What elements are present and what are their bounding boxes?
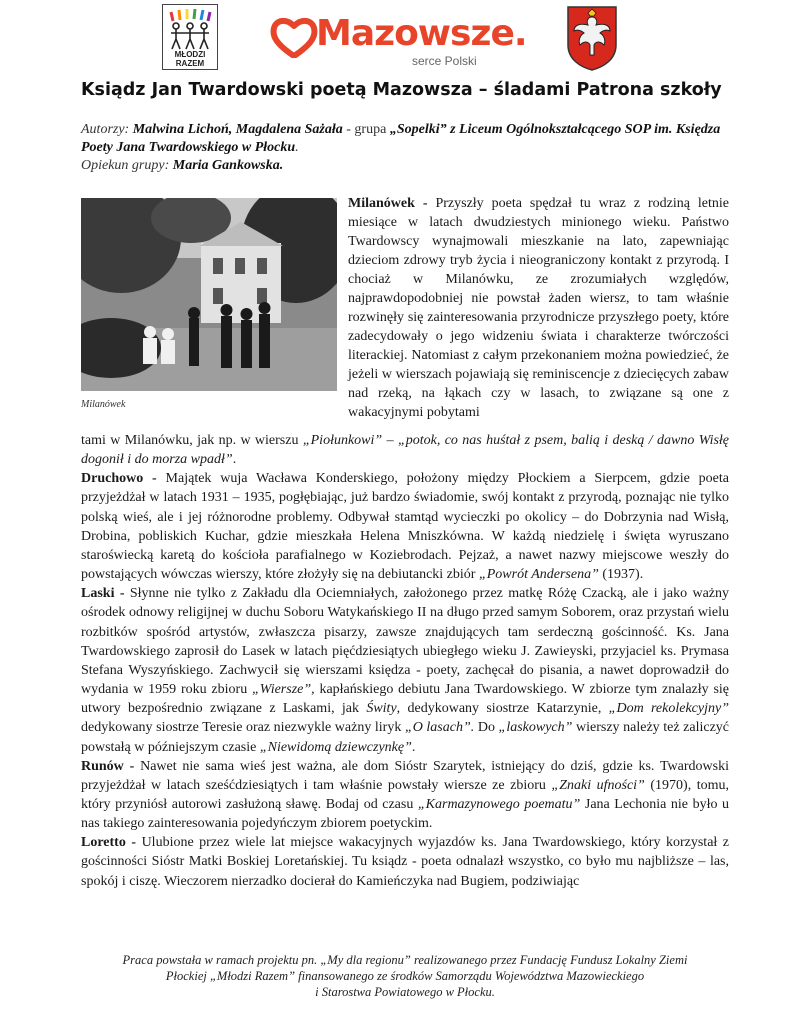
milanowek-cont-text: tami w Milanówku, jak np. w wierszu <box>81 433 299 448</box>
laski-text-3: , dedykowany siostrze Katarzynie, <box>396 701 609 717</box>
section-heading-laski: Laski - <box>81 586 125 602</box>
runow-text-3: Jana Lechonia nie było u nas takiego zainteresowania pojedyńczym zbiorem poetyckim. <box>81 796 729 832</box>
authors-names: Malwina Lichoń, Magdalena Sażała <box>132 122 343 137</box>
authors-label: Autorzy: <box>81 122 130 137</box>
druchowo-work-title: „Powrót Andersena” <box>478 567 599 583</box>
laski-work-3: „Dom rekolekcyjny” <box>608 701 729 717</box>
laski-work-6: „Niewidomą dziewczynkę” <box>259 739 412 755</box>
footer-line-3: i Starostwa Powiatowego w Płocku. <box>315 985 495 999</box>
supervisor-label: Opiekun grupy: <box>81 158 170 173</box>
laski-work-5: „laskowych” <box>498 720 573 736</box>
logo-text-line1: MŁODZI <box>174 50 206 59</box>
authors-block <box>81 121 721 175</box>
page-header <box>0 0 788 78</box>
druchowo-paragraph <box>81 469 729 584</box>
laski-text-1: Słynne nie tylko z Zakładu dla Ociemniałych, założonego przez matkę Różę Czacką, ale i jako ważny ośrodek odnowy religijnej w duchu Soboru Watykańskiego II na długo przed samym Soborem, oraz przystań wielu rozbitków spośród artystów, zwłaszcza pisarzy, zawsze znajdujących tam serdeczną gościnność. Ks. Jana Twardowskiego zaprosił do Lasek w latach pięćdziesiątych ubiegłego wieku J. Zawieyski, przyjaciel ks. Prymasa Stefana Wyszyńskiego. Zachwycił się wierszami księdza - poety, zachęcał do pisania, a nawet doprowadził do wydania w 1959 roku zbioru <box>81 586 730 698</box>
laski-work-2: Świty <box>366 701 397 717</box>
article-body <box>81 431 729 891</box>
authors-period: . <box>295 140 299 155</box>
photo-caption: Milanówek <box>81 399 126 410</box>
laski-text-5: Do <box>474 720 499 736</box>
milanowek-dash: – <box>382 433 398 448</box>
laski-work-4: „O lasach”. <box>404 720 475 736</box>
runow-work-1: „Znaki ufności” <box>551 777 645 793</box>
rainbow-arc-icon <box>167 8 213 22</box>
loretto-text: Ulubione przez wiele lat miejsce wakacyjnych wyjazdów ks. Jana Twardowskiego, który korzystał z gościnności Sióstr Matki Boskiej Loretańskiej. Tu ksiądz - poeta odnalazł wszystko, co było mu najbliższe – las, spokój i ciszę. Wieczorem nierzadko docierał do Kamieńczyka nad Bugiem, podziwiając <box>81 835 730 889</box>
milanowek-quote: „potok, co nas huśtał z psem, balią i deską / dawno Wisłę dogonił i do morza wpadł” <box>81 433 730 468</box>
supervisor-name: Maria Gankowska. <box>172 158 284 173</box>
section-heading-milanowek: Milanówek - <box>348 196 428 211</box>
footer-line-2: Płockiej „Młodzi Razem” finansowanego ze środków Samorządu Województwa Mazowieckiego <box>165 969 645 983</box>
mlodzi-razem-logo <box>162 4 218 70</box>
laski-text-6: wierszy należy też zaliczyć powstałą w późniejszym czasie <box>81 720 729 755</box>
druchowo-text: Majątek wuja Wacława Konderskiego, położony między Płockiem a Sierpcem, gdzie poeta przyjeżdżał w latach 1931 – 1935, pogłębiając, już bardzo świadomie, swój kontakt z przyrodą, poznając nie tylko polską wieś, ale i jej różnorodne problemy. Odbywał stamtąd wycieczki po okolicy – do Dobrzynia nad Wisłą, Drobina, pobliskich Kuchar, gdzie mieszkała Helena Mniszkówna. W każdą niedzielę i święta wyruszano staroświecką karetą do kościoła parafialnego w Koziebrodach. Pejzaż, a nawet nazwy miejscowe weszły do powstających wówczas wierszy, które złożyły się na debiutancki zbiór <box>81 471 730 583</box>
milanowek-continuation <box>81 431 729 469</box>
mazowsze-wordmark: Mazowsze. <box>316 13 527 54</box>
mazowsze-logo <box>270 10 527 70</box>
section-heading-loretto: Loretto - <box>81 835 137 851</box>
runow-text-1: Nawet nie sama wieś jest ważna, ale dom Sióstr Szarytek, istniejący do dziś, gdzie ks. Twardowski przyjeżdżał w latach sześćdziesiątych i tam właśnie powstały wiersze ze zbioru <box>81 758 729 793</box>
section-heading-druchowo: Druchowo - <box>81 471 157 487</box>
eagle-crest-icon <box>566 5 618 71</box>
logo-text-line2: RAZEM <box>175 59 205 68</box>
people-figures-icon <box>168 21 212 51</box>
mazowsze-tagline: serce Polski <box>412 54 477 68</box>
page-title: Ksiądz Jan Twardowski poetą Mazowsza – śladami Patrona szkoły <box>81 80 722 100</box>
milanowek-photo <box>81 198 337 391</box>
milanowek-end: . <box>232 452 237 468</box>
laski-text-4: dedykowany siostrze Teresie oraz niezwykle ważny liryk <box>81 720 405 736</box>
runow-work-2: „Karmazynowego poematu” <box>417 796 581 812</box>
section-heading-runow: Runów - <box>81 758 135 774</box>
heart-icon <box>270 16 318 58</box>
milanowek-column-text <box>348 194 729 422</box>
runow-text-2: (1970), tomu, który przyniósł autorowi zasłużoną sławę. Bodaj od czasu <box>81 777 730 812</box>
page-footer <box>81 952 729 1000</box>
footer-line-1: Praca powstała w ramach projektu pn. „My dla regionu” realizowanego przez Fundację Fundusz Lokalny Ziemi <box>122 953 688 967</box>
laski-work-1: „Wiersze”, <box>252 682 315 698</box>
group-prefix: - grupa <box>346 122 387 137</box>
group-name: „Sopelki” z Liceum Ogólnokształcącego SOP im. Księdza Poety Jana Twardowskiego w Płocku <box>81 122 721 155</box>
milanowek-poem-title: „Piołunkowi” <box>302 433 383 448</box>
laski-end: . <box>411 739 416 755</box>
laski-paragraph <box>81 584 729 756</box>
laski-text-2: kapłańskiego debiutu Jana Twardowskiego. W zbiorze tym znalazły się utwory bezpośrednio związane z Laskami, jak <box>81 682 729 717</box>
loretto-paragraph <box>81 833 729 890</box>
runow-paragraph <box>81 757 729 834</box>
druchowo-end: (1937). <box>598 567 644 583</box>
milanowek-text: Przyszły poeta spędzał tu wraz z rodziną letnie miesiące w latach dwudziestych minionego wieku. Państwo Twardowscy wynajmowali mieszkanie na lato, zapewniając dzieciom zdrowy tryb życia i nieograniczony kontakt z przyrodą. I chociaż w Milanówku, ze zrozumiałych względów, najprawdopodobniej nie powstał żaden wiersz, to tam właśnie rozwinęły się zainteresowania przyrodnicze przyszłego poety, które zadecydowały o jego widzeniu świata i charakterze twórczości literackiej. Natomiast z całym przekonaniem można powiedzieć, że jeżeli w wierszach pojawiają się reminiscencje z dziecięcych zabaw nad rzeką, na łąkach czy w lasach, to związane są one z wakacyjnymi pobytami <box>348 196 730 420</box>
